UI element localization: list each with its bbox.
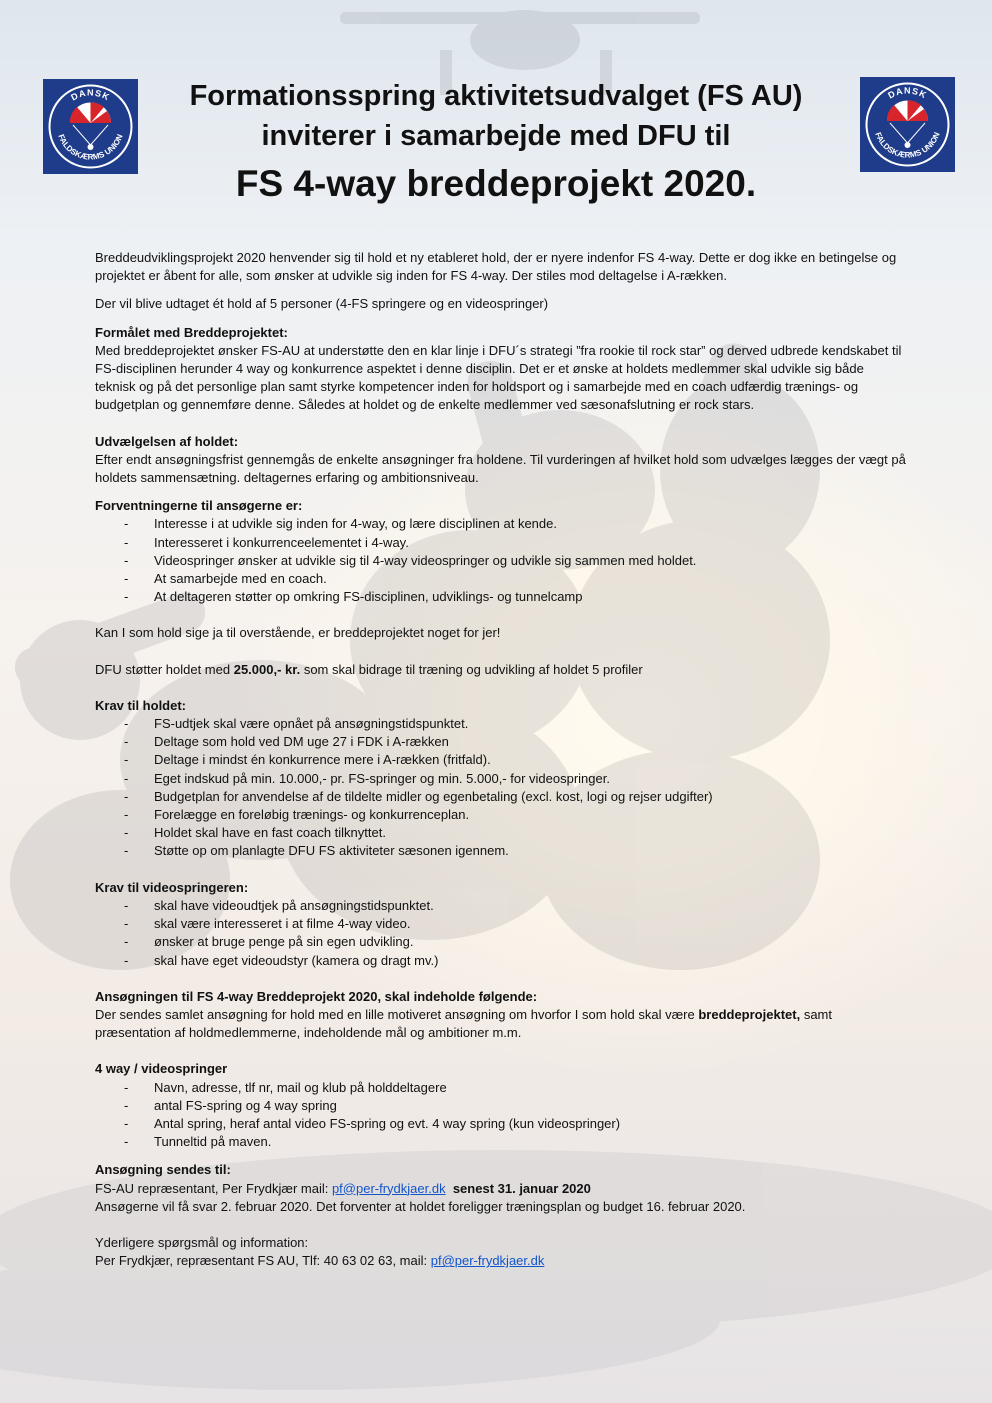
list-item: - Navn, adresse, tlf nr, mail og klub på holddeltagere [95,1079,907,1097]
list-item: - Forelægge en foreløbig trænings- og konkurrenceplan. [95,806,907,824]
list-item: - Eget indskud på min. 10.000,- pr. FS-springer og min. 5.000,- for videospringer. [95,770,907,788]
intro-paragraph: Breddeudviklingsprojekt 2020 henvender sig til hold et ny etableret hold, der er nyere indenfor FS 4-way. Dette er dog ikke en betingelse og projektet er åbent for alle, som ønsker at udvikle sig inden for FS 4-way. Der stiles mod deltagelse i A-rækken. [95,250,897,284]
list-item: - Budgetplan for anvendelse af de tildelte midler og egenbetaling (excl. kost, logi og rejser udgifter) [95,788,907,806]
contact-email-link[interactable]: pf@per-frydkjaer.dk [430,1253,545,1269]
dfu-logo-right [860,77,955,172]
send-line: FS-AU repræsentant, Per Frydkjær mail: pf@per-frydkjaer.dk senest 31. januar 2020 [95,1180,591,1196]
title-line-1: Formationsspring aktivitetsudvalget (FS AU) [189,80,803,112]
list-item: - skal have videoudtjek på ansøgningstidspunktet. [95,897,907,915]
list-item: - Interesse i at udvikle sig inden for 4-way, og lære disciplinen at kende. [95,515,907,533]
list-item: - skal være interesseret i at filme 4-way video. [95,915,907,933]
list-item: - Deltage som hold ved DM uge 27 i FDK i A-rækken [95,733,907,751]
selection-text: Efter endt ansøgningsfrist gennemgås de enkelte ansøgninger fra holdene. Til vurderingen af hvilket hold som udvælges lægges der vægt på holdets sammensætning. deltagernes erfaring og ambitionsniveau. [95,451,906,486]
fourway-heading: 4 way / videospringer [95,1061,228,1077]
svg-text:DANSK [886,85,928,100]
title-line-3: FS 4-way breddeprojekt 2020. [235,163,757,204]
purpose-text: Med breddeprojektet ønsker FS-AU at understøtte den en klar linje i DFU´s strategi ”fra rookie til rock star” og derved udbrede kendskabet til FS-disciplinen herunder 4 way og konkurrence aspektet i denne disciplin. Det er et ønske at holdets medlemmer skal udvikle sig både teknisk og på det personlige plan samt styrke kompetencer inden for holdsport og i samarbejde med en coach udfærdig trænings- og budgetplan og gennemføre denne. Således at holdet og de enkelte medlemmer ved sæsonafslutning er rock stars. [95,342,902,413]
team-requirements-list [95,715,907,861]
list-item: - At deltageren støtter op omkring FS-disciplinen, udviklings- og tunnelcamp [95,588,907,606]
logo-text-bottom: FALDSKÆRMS UNION [56,132,125,162]
logo-text-top: DANSK [886,85,929,101]
support-paragraph: DFU støtter holdet med 25.000,- kr. som skal bidrage til træning og udvikling af holdet 5 profiler [95,661,643,677]
answer-text: Ansøgerne vil få svar 2. februar 2020. Det forventer at holdet foreligger træningsplan og budget 16. februar 2020. [95,1198,746,1214]
logo-text-bottom: FALDSKÆRMS UNION [873,130,942,160]
list-item: - antal FS-spring og 4 way spring [95,1097,907,1115]
list-item: - FS-udtjek skal være opnået på ansøgningstidspunktet. [95,715,907,733]
list-item: - ønsker at bruge penge på sin egen udvikling. [95,933,907,951]
list-item: - Videospringer ønsker at udvikle sig til 4-way videospringer og udvikle sig sammen med holdet. [95,552,907,570]
svg-text:DANSK [69,87,111,102]
list-item: - At samarbejde med en coach. [95,570,907,588]
list-item: - Tunneltid på maven. [95,1133,907,1151]
list-item: - Deltage i mindst én konkurrence mere i A-rækken (fritfald). [95,751,907,769]
video-requirements-list [95,897,907,970]
deadline-text: senest 31. januar 2020 [452,1180,591,1196]
application-heading: Ansøgningen til FS 4-way Breddeprojekt 2020, skal indeholde følgende: [95,988,538,1004]
application-text: Der sendes samlet ansøgning for hold med en lille motiveret ansøgning om hvorfor I som hold skal være breddeprojektet, samt præsentation af holdmedlemmerne, indeholdende mål og ambitioner m.m. [95,1006,832,1041]
contact-line: Per Frydkjær, repræsentant FS AU, Tlf: 40 63 02 63, mail: pf@per-frydkjaer.dk [95,1253,545,1269]
document-body [95,249,907,1270]
expectations-heading: Forventningerne til ansøgerne er: [95,498,303,514]
list-item: - Antal spring, heraf antal video FS-spring og evt. 4 way spring (kun videospringer) [95,1115,907,1133]
list-item: - Interesseret i konkurrenceelementet i 4-way. [95,534,907,552]
fourway-list [95,1079,907,1152]
team-size-paragraph: Der vil blive udtaget ét hold af 5 personer (4-FS springere og en videospringer) [95,296,549,312]
expectations-list [95,515,907,606]
video-requirements-heading: Krav til videospringeren: [95,879,249,895]
page-title [140,76,852,210]
contact-heading: Yderligere spørgsmål og information: [95,1234,309,1250]
send-heading: Ansøgning sendes til: [95,1162,231,1178]
logo-text-top: DANSK [69,87,112,103]
title-line-2: inviterer i samarbejde med DFU til [261,120,731,152]
dfu-logo-left [43,79,138,174]
question-text: Kan I som hold sige ja til overstående, er breddeprojektet noget for jer! [95,625,501,641]
support-amount: 25.000,- kr. [233,661,301,677]
team-requirements-heading: Krav til holdet: [95,697,187,713]
selection-heading: Udvælgelsen af holdet: [95,433,239,449]
list-item: - Støtte op om planlagte DFU FS aktiviteter sæsonen igennem. [95,842,907,860]
list-item: - skal have eget videoudstyr (kamera og dragt mv.) [95,952,907,970]
purpose-heading: Formålet med Breddeprojektet: [95,324,288,340]
email-link[interactable]: pf@per-frydkjaer.dk [331,1180,446,1196]
list-item: - Holdet skal have en fast coach tilknyttet. [95,824,907,842]
